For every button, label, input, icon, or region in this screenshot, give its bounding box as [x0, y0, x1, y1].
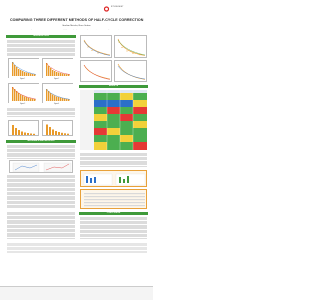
results-summary-box: [80, 170, 147, 187]
materials-methods-text-continued: [7, 175, 75, 209]
references-text: [7, 243, 147, 253]
right-figure-line-chart-1: [80, 35, 112, 58]
materials-methods-text: [7, 145, 75, 159]
poster-affiliation: Department of Nuclear Medicine and Molecular Imaging, University Hospital and Faculty of Medicine, Aristotle University, Thessaloniki, Greece: [29, 29, 124, 30]
methods-equation-figure: [9, 160, 73, 173]
results-text: [80, 153, 147, 167]
figure-4-caption: Figure 4: [54, 103, 60, 105]
figure-histogram-left: [8, 120, 39, 136]
right-figure-line-chart-3: [80, 60, 112, 82]
left-lower-text: [7, 212, 75, 239]
section-materials-methods-header: MATERIALS AND METHODS: [6, 140, 76, 143]
introduction-text: [7, 40, 75, 56]
figure-3: [8, 83, 39, 103]
figure-histogram-right: [42, 120, 73, 136]
section-introduction-header: INTRODUCTION: [6, 35, 76, 38]
logo-icon: [103, 6, 110, 12]
results-heatmap-table: [80, 90, 147, 150]
figure-1-caption: Figure 1: [20, 78, 26, 80]
poster: [0, 0, 153, 300]
poster-title: COMPARING THREE DIFFERENT METHODS OF HALF-CYCLE CORRECTION: [10, 18, 144, 22]
figure-2-caption: Figure 2: [54, 78, 60, 80]
results-table-box: [80, 189, 147, 209]
poster-authors: Ibrahim Meisha, Ross Sutton: [62, 25, 91, 27]
right-figure-line-chart-4: [114, 60, 147, 82]
right-figure-line-chart-2: [114, 35, 147, 58]
figure-2: [42, 58, 73, 78]
section-conclusion-header: CONCLUSION: [79, 212, 148, 215]
figure-4: [42, 83, 73, 103]
logo-text: IFT-ISE-MGIT: [111, 6, 124, 8]
figure-3-caption: Figure 3: [20, 103, 26, 105]
section-results-header: RESULTS: [79, 85, 148, 88]
conclusion-text: [80, 217, 147, 239]
figure-1: [8, 58, 39, 78]
figures-description-text: [7, 108, 75, 117]
institution-logo: [103, 6, 133, 12]
poster-footer: [0, 286, 153, 300]
